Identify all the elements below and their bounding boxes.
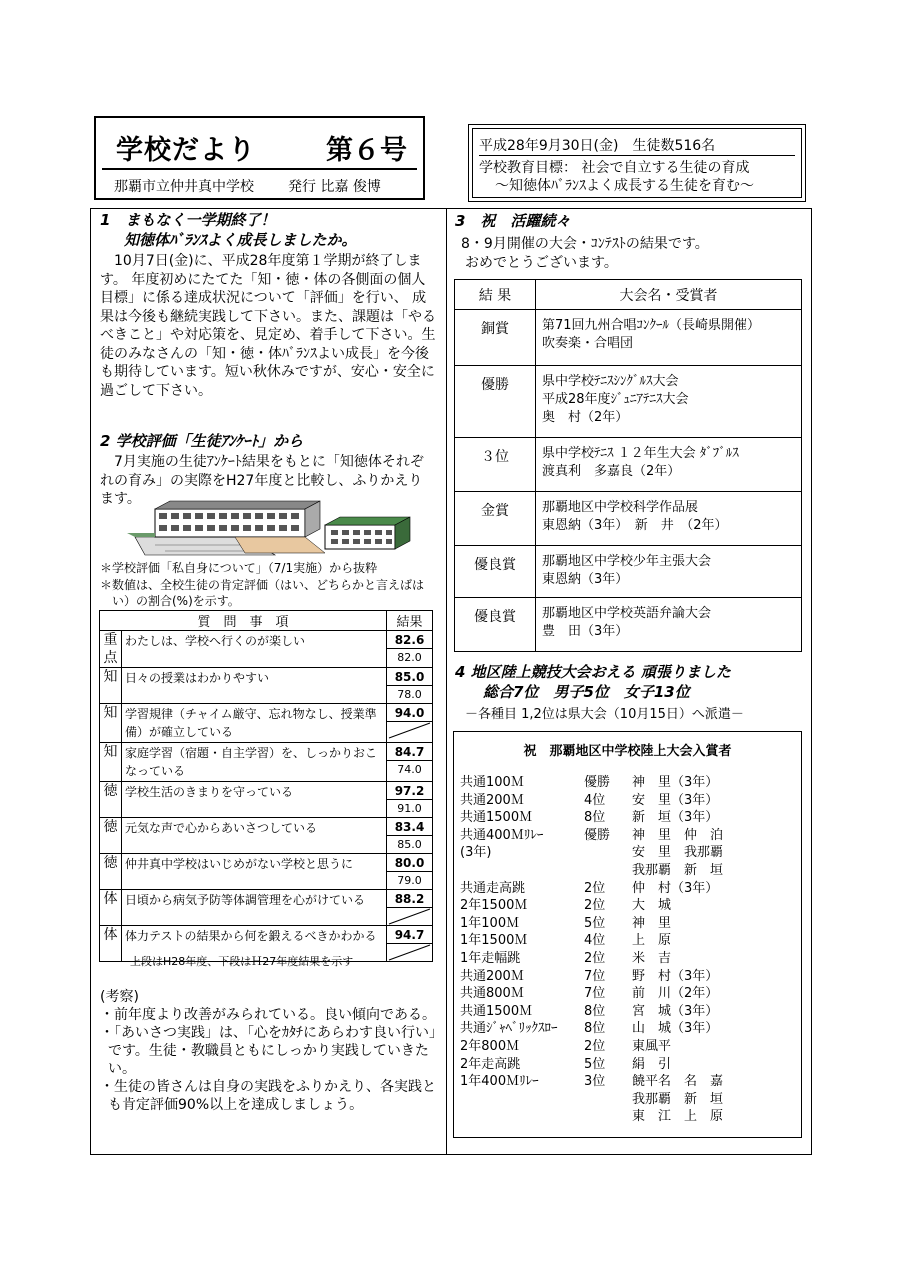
section-1 bbox=[100, 210, 436, 400]
track-row bbox=[460, 862, 800, 880]
section-3 bbox=[455, 210, 805, 272]
result-h27: 82.0 bbox=[397, 651, 422, 664]
survey-result bbox=[387, 782, 433, 818]
section-1-title: 1 まもなく一学期終了！ bbox=[100, 211, 276, 229]
track-place bbox=[584, 862, 632, 880]
survey-question: 日々の授業はわかりやすい bbox=[122, 668, 387, 704]
result-h28: 85.0 bbox=[387, 668, 432, 686]
info-box-inner bbox=[472, 128, 802, 198]
track-place: 優勝 bbox=[584, 827, 611, 843]
survey-row bbox=[100, 743, 433, 782]
award-row bbox=[455, 366, 802, 438]
section-1-subtitle: 知徳体ﾊﾞﾗﾝｽよく成長しましたか。 bbox=[124, 231, 357, 249]
result-h27: 78.0 bbox=[397, 688, 422, 701]
section-3-title: 3 祝 活躍続々 bbox=[455, 212, 571, 230]
awards-header-result: 結 果 bbox=[455, 280, 536, 310]
track-event: 1年走幅跳 bbox=[460, 950, 521, 966]
survey-question: 日頃から病気予防等体調管理を心がけている bbox=[122, 890, 387, 926]
survey-row bbox=[100, 782, 433, 818]
section-3-line-2: おめでとうございます。 bbox=[465, 254, 618, 271]
track-event: 1年400Ｍﾘﾚｰ bbox=[460, 1074, 539, 1090]
track-row bbox=[460, 1038, 800, 1056]
award-line: 那覇地区中学校英語弁論大会 bbox=[542, 606, 712, 621]
track-results-title: 祝 那覇地区中学校陸上大会入賞者 bbox=[523, 744, 732, 759]
survey-question: 家庭学習（宿題・自主学習）を、しっかりおこなっている bbox=[122, 743, 387, 782]
consideration bbox=[100, 988, 436, 1114]
track-place: 8位 bbox=[584, 1021, 606, 1037]
result-h27-empty bbox=[387, 722, 432, 739]
track-event: 1年1500Ｍ bbox=[460, 933, 528, 949]
track-name: 神 里（3年） bbox=[632, 775, 719, 790]
survey-question: 仲井真中学校はいじめがない学校と思うに bbox=[122, 854, 387, 890]
track-row bbox=[460, 809, 800, 827]
track-event: 2年走高跳 bbox=[460, 1056, 521, 1072]
survey-result bbox=[387, 704, 433, 743]
award-line: 渡真利 多嘉良（2年） bbox=[542, 464, 681, 479]
track-name: 我那覇 新 垣 bbox=[632, 1091, 724, 1107]
track-place bbox=[584, 1108, 632, 1126]
survey-result bbox=[387, 743, 433, 782]
track-place bbox=[584, 1091, 632, 1109]
award-line: 東恩納（3年） bbox=[542, 572, 629, 587]
section-3-body bbox=[455, 235, 805, 272]
track-row bbox=[460, 968, 800, 986]
track-place: 7位 bbox=[584, 986, 606, 1002]
survey-row bbox=[100, 854, 433, 890]
award-event bbox=[536, 366, 802, 438]
track-name: 野 村（3年） bbox=[632, 968, 719, 984]
track-event: 2年1500Ｍ bbox=[460, 898, 528, 914]
section-1-body: 10月7日(金)に、平成28年度第１学期が終了します。 年度初めにたてた「知・徳・体の各側面の個人目標」に係る達成状況について「評価」を行い、 成果は今後も継続実践して下さい。また、課題は「やるべきこと」や対応策を、見定め、着手して下さい。生徒のみなさんの「知・徳・体ﾊﾞﾗﾝｽよい成長」を今後も期待しています。短い秋休みですが、安心・安全に過ごして下さい。 bbox=[100, 253, 436, 399]
consideration-point-1: ・前年度より改善がみられている。良い傾向である。 bbox=[100, 1007, 436, 1023]
track-event: 共通800Ｍ bbox=[460, 986, 524, 1002]
survey-result bbox=[387, 818, 433, 854]
track-name: 大 城 bbox=[632, 898, 672, 914]
track-name: 神 里 仲 泊 bbox=[632, 827, 724, 843]
award-event bbox=[536, 598, 802, 652]
track-place: 2位 bbox=[584, 950, 606, 966]
track-name: 東 江 上 原 bbox=[632, 1109, 724, 1125]
track-name: 上 原 bbox=[632, 933, 672, 949]
track-results-box bbox=[453, 731, 802, 1138]
survey-category: 徳 bbox=[100, 854, 122, 890]
consideration-title: (考察) bbox=[100, 989, 139, 1005]
track-row bbox=[460, 880, 800, 898]
survey-footnote: 上段はH28年度、下段はＨ27年度結果を示す bbox=[130, 955, 354, 968]
survey-notes bbox=[100, 560, 436, 610]
track-name: 安 里（3年） bbox=[632, 792, 719, 808]
school-building-illustration bbox=[125, 497, 430, 557]
track-name: 宮 城（3年） bbox=[632, 1003, 719, 1019]
survey-category: 重点 bbox=[100, 631, 122, 668]
track-event: 共通200Ｍ bbox=[460, 968, 524, 984]
survey-result bbox=[387, 890, 433, 926]
track-event: 共通400Ｍﾘﾚｰ bbox=[460, 827, 544, 843]
award-result: 金賞 bbox=[455, 492, 536, 546]
track-results-list bbox=[460, 774, 800, 1126]
track-event: 1年100Ｍ bbox=[460, 915, 520, 931]
result-h28: 84.7 bbox=[387, 743, 432, 761]
survey-question: 学校生活のきまりを守っている bbox=[122, 782, 387, 818]
track-event bbox=[460, 1091, 584, 1109]
newsletter-title: 学校だより bbox=[116, 135, 256, 166]
track-row bbox=[460, 792, 800, 810]
section-3-line-1: 8・9月開催の大会・ｺﾝﾃｽﾄの結果です。 bbox=[461, 236, 709, 252]
survey-question: 元気な声で心からあいさつしている bbox=[122, 818, 387, 854]
track-event: 2年800Ｍ bbox=[460, 1038, 520, 1054]
track-row bbox=[460, 1091, 800, 1109]
result-h28: 94.7 bbox=[387, 926, 432, 944]
section-4-dispatch: －各種目 1,2位は県大会（10月15日）へ派遣－ bbox=[465, 707, 744, 722]
track-place: 2位 bbox=[584, 898, 606, 914]
result-h27: 85.0 bbox=[397, 838, 422, 851]
track-event: (3年) bbox=[460, 845, 492, 861]
award-event bbox=[536, 492, 802, 546]
survey-row bbox=[100, 668, 433, 704]
result-h27-empty bbox=[387, 944, 432, 961]
result-h27: 74.0 bbox=[397, 763, 422, 776]
result-h28: 88.2 bbox=[387, 890, 432, 908]
award-row bbox=[455, 492, 802, 546]
result-h28: 82.6 bbox=[387, 631, 432, 649]
survey-row bbox=[100, 818, 433, 854]
survey-category: 知 bbox=[100, 668, 122, 704]
track-place: 4位 bbox=[584, 792, 606, 808]
survey-note-2: ＊数値は、全校生徒の肯定評価（はい、どちらかと言えばはい）の割合(%)を示す。 bbox=[100, 577, 425, 608]
award-line: 東恩納（3年） 新 井 （2年） bbox=[542, 518, 728, 533]
award-event bbox=[536, 310, 802, 366]
track-name: 安 里 我那覇 bbox=[632, 845, 724, 861]
award-line: 奥 村（2年） bbox=[542, 410, 629, 425]
track-place: 3位 bbox=[584, 1074, 606, 1090]
track-name: 山 城（3年） bbox=[632, 1021, 719, 1037]
survey-result bbox=[387, 668, 433, 704]
award-line: 吹奏楽・合唱団 bbox=[542, 336, 634, 351]
award-event bbox=[536, 438, 802, 492]
survey-question: わたしは、学校へ行くのが楽しい bbox=[122, 631, 387, 668]
track-event: 共通ｼﾞｬﾍﾞﾘｯｸｽﾛｰ bbox=[460, 1021, 558, 1037]
track-name: 我那覇 新 垣 bbox=[632, 862, 724, 878]
track-name: 神 里 bbox=[632, 915, 672, 931]
track-row bbox=[460, 985, 800, 1003]
survey-question: 体力テストの結果から何を鍛えるべきかわかる bbox=[122, 926, 387, 962]
award-line: 平成28年度ｼﾞｭﾆｱﾃﾆｽ大会 bbox=[542, 392, 689, 407]
award-result: 銅賞 bbox=[455, 310, 536, 366]
track-row bbox=[460, 1003, 800, 1021]
track-name: 米 吉 bbox=[632, 950, 672, 966]
award-result: 優勝 bbox=[455, 366, 536, 438]
survey-category: 知 bbox=[100, 704, 122, 743]
award-line: 那覇地区中学校科学作品展 bbox=[542, 500, 699, 515]
track-name: 前 川（2年） bbox=[632, 986, 719, 1002]
track-place: 4位 bbox=[584, 933, 606, 949]
section-4-subtitle: 総合7位 男子5位 女子13位 bbox=[483, 683, 690, 701]
survey-category: 徳 bbox=[100, 782, 122, 818]
masthead-divider bbox=[102, 168, 417, 170]
track-place bbox=[584, 844, 632, 862]
goal-line: 学校教育目標： 社会で自立する生徒の育成 bbox=[479, 160, 750, 176]
consideration-point-3: ・生徒の皆さんは自身の実践をふりかえり、各実践とも肯定評価90%以上を達成しましょう。 bbox=[100, 1079, 436, 1113]
track-row bbox=[460, 932, 800, 950]
survey-row bbox=[100, 704, 433, 743]
track-event: 共通200Ｍ bbox=[460, 792, 524, 808]
survey-table bbox=[99, 610, 433, 962]
section-2-title: 2 学校評価「生徒ｱﾝｹｰﾄ」から bbox=[100, 432, 304, 450]
track-event: 共通1500Ｍ bbox=[460, 810, 533, 826]
track-place: 2位 bbox=[584, 880, 606, 896]
survey-note-1: ＊学校評価「私自身について」（7/1実施）から抜粋 bbox=[100, 561, 378, 575]
track-event: 共通100Ｍ bbox=[460, 775, 524, 790]
survey-category: 体 bbox=[100, 926, 122, 962]
survey-category: 徳 bbox=[100, 818, 122, 854]
track-place: 5位 bbox=[584, 915, 606, 931]
survey-question: 学習規律（チャイム厳守、忘れ物なし、授業準備）が確立している bbox=[122, 704, 387, 743]
track-place: 7位 bbox=[584, 968, 606, 984]
track-place: 8位 bbox=[584, 810, 606, 826]
track-place: 優勝 bbox=[584, 775, 611, 790]
track-row bbox=[460, 1020, 800, 1038]
result-h27-empty bbox=[387, 908, 432, 925]
section-4 bbox=[455, 662, 805, 722]
award-result: 優良賞 bbox=[455, 598, 536, 652]
column-divider bbox=[446, 208, 447, 1155]
date-line: 平成28年9月30日(金) 生徒数516名 bbox=[479, 138, 716, 154]
diagonal-slash bbox=[387, 908, 432, 925]
result-h28: 80.0 bbox=[387, 854, 432, 872]
award-row bbox=[455, 438, 802, 492]
survey-row bbox=[100, 631, 433, 668]
award-line: 那覇地区中学校少年主張大会 bbox=[542, 554, 712, 569]
result-h27: 79.0 bbox=[397, 874, 422, 887]
award-row bbox=[455, 310, 802, 366]
diagonal-slash bbox=[387, 722, 432, 739]
result-h27: 91.0 bbox=[397, 802, 422, 815]
track-row bbox=[460, 950, 800, 968]
award-line: 県中学校ﾃﾆｽ １２年生大会 ﾀﾞﾌﾞﾙｽ bbox=[542, 446, 739, 461]
issue-number: 第６号 bbox=[326, 135, 407, 166]
section-4-title: 4 地区陸上競技大会おえる 頑張りました bbox=[455, 663, 731, 681]
info-box bbox=[468, 124, 806, 202]
track-place: 5位 bbox=[584, 1056, 606, 1072]
result-h28: 83.4 bbox=[387, 818, 432, 836]
track-name: 東風平 bbox=[632, 1038, 672, 1054]
track-row bbox=[460, 1108, 800, 1126]
award-line: 県中学校ﾃﾆｽｼﾝｸﾞﾙｽ大会 bbox=[542, 374, 679, 389]
track-place: 2位 bbox=[584, 1038, 606, 1054]
track-row bbox=[460, 844, 800, 862]
masthead-box bbox=[94, 116, 425, 200]
award-row bbox=[455, 598, 802, 652]
survey-category: 体 bbox=[100, 890, 122, 926]
track-name: 仲 村（3年） bbox=[632, 880, 719, 896]
award-row bbox=[455, 546, 802, 598]
survey-header-result: 結果 bbox=[387, 611, 433, 631]
survey-row bbox=[100, 890, 433, 926]
publisher: 発行 比嘉 俊博 bbox=[288, 179, 381, 195]
survey-result bbox=[387, 631, 433, 668]
track-name: 絹 引 bbox=[632, 1056, 672, 1072]
survey-result bbox=[387, 926, 433, 962]
award-result: 優良賞 bbox=[455, 546, 536, 598]
track-name: 新 垣（3年） bbox=[632, 810, 719, 826]
track-row bbox=[460, 827, 800, 845]
survey-category: 知 bbox=[100, 743, 122, 782]
award-result: ３位 bbox=[455, 438, 536, 492]
track-event bbox=[460, 862, 584, 880]
track-row bbox=[460, 1056, 800, 1074]
school-name: 那覇市立仲井真中学校 bbox=[114, 179, 254, 195]
track-row bbox=[460, 1073, 800, 1091]
track-row bbox=[460, 774, 800, 792]
track-event: 共通1500Ｍ bbox=[460, 1003, 533, 1019]
survey-result bbox=[387, 854, 433, 890]
awards-header-event: 大会名・受賞者 bbox=[536, 280, 802, 310]
award-line: 豊 田（3年） bbox=[542, 624, 629, 639]
result-h28: 94.0 bbox=[387, 704, 432, 722]
track-event: 共通走高跳 bbox=[460, 880, 526, 896]
track-name: 饒平名 名 嘉 bbox=[632, 1074, 724, 1090]
consideration-point-2: ・「あいさつ実践」は、「心をｶﾀﾁにあらわす良い行い」です。生徒・教職員ともにしっかり実践していきたい。 bbox=[100, 1025, 436, 1077]
section-2-body: 7月実施の生徒ｱﾝｹｰﾄ結果をもとに「知徳体それぞれの育み」の実際をH27年度と比較し、ふりかえります。 bbox=[100, 454, 424, 507]
info-divider bbox=[479, 155, 795, 156]
awards-table bbox=[454, 279, 802, 652]
result-h28: 97.2 bbox=[387, 782, 432, 800]
track-row bbox=[460, 897, 800, 915]
track-row bbox=[460, 915, 800, 933]
goal-sub: ～知徳体ﾊﾞﾗﾝｽよく成長する生徒を育む～ bbox=[495, 178, 754, 194]
award-event bbox=[536, 546, 802, 598]
award-line: 第71回九州合唱ｺﾝｸｰﾙ（長崎県開催） bbox=[542, 318, 761, 333]
track-place: 8位 bbox=[584, 1003, 606, 1019]
track-event bbox=[460, 1108, 584, 1126]
survey-header-item: 質 問 事 項 bbox=[100, 611, 387, 631]
diagonal-slash bbox=[387, 944, 432, 961]
